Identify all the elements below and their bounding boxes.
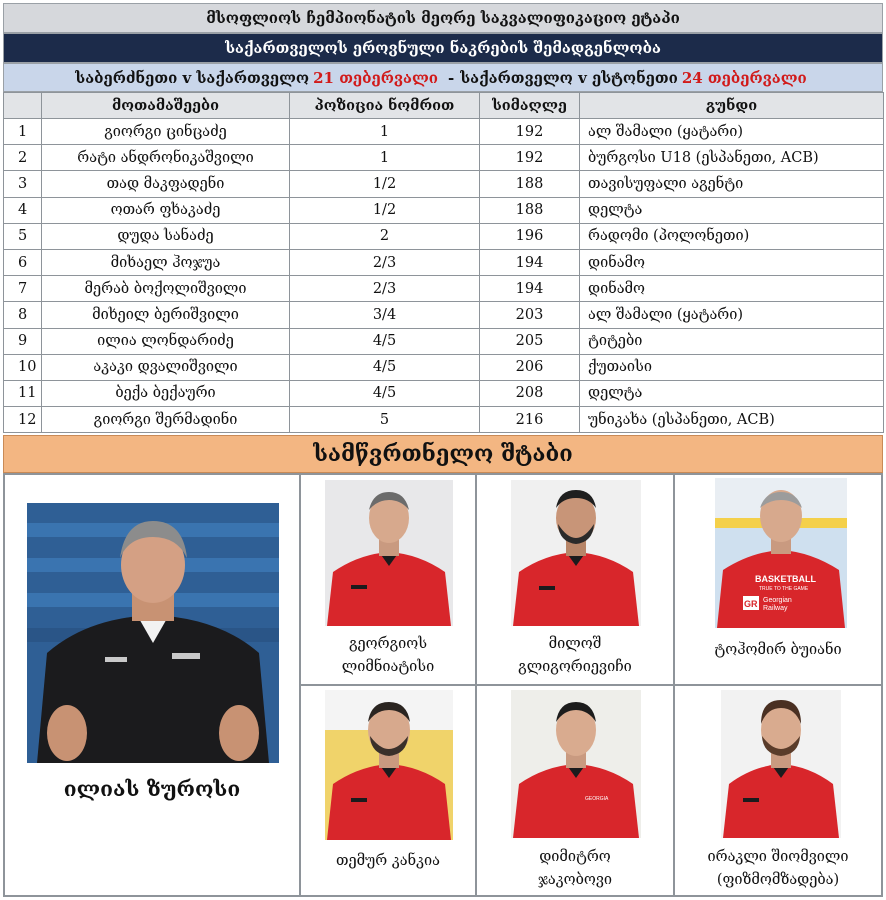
column-header-height: სიმაღლე bbox=[480, 93, 580, 119]
column-header-position: პოზიცია ნომრით bbox=[290, 93, 480, 119]
player-height: 205 bbox=[480, 328, 580, 354]
player-height: 188 bbox=[480, 171, 580, 197]
player-height: 192 bbox=[480, 119, 580, 145]
staff-card-6 bbox=[674, 685, 882, 896]
staff-name-6a: ირაკლი შიომვილი bbox=[707, 849, 849, 865]
table-row bbox=[4, 302, 884, 328]
table-row bbox=[4, 407, 884, 433]
player-number: 2 bbox=[4, 145, 42, 171]
shirt-text-slogan: TRUE TO THE GAME bbox=[759, 586, 809, 592]
table-row bbox=[4, 276, 884, 302]
staff-name-1a: გეორგიოს bbox=[348, 636, 427, 652]
player-height: 203 bbox=[480, 302, 580, 328]
table-row bbox=[4, 171, 884, 197]
player-name: მერაბ ბოქოლიშვილი bbox=[42, 276, 290, 302]
player-height: 188 bbox=[480, 197, 580, 223]
player-number: 3 bbox=[4, 171, 42, 197]
shirt-text-sponsor-2: Railway bbox=[763, 605, 788, 612]
table-row bbox=[4, 328, 884, 354]
player-name: გიორგი ცინცაძე bbox=[42, 119, 290, 145]
player-height: 206 bbox=[480, 354, 580, 380]
column-header-players: მოთამაშეები bbox=[42, 93, 290, 119]
document-subtitle bbox=[3, 33, 883, 63]
match-1-date: 21 თებერვალი bbox=[313, 68, 438, 87]
roster-header-row bbox=[4, 93, 884, 119]
table-row bbox=[4, 145, 884, 171]
column-header-team: გუნდი bbox=[580, 93, 884, 119]
player-team: დინამო bbox=[580, 249, 884, 275]
player-number: 5 bbox=[4, 223, 42, 249]
player-number: 9 bbox=[4, 328, 42, 354]
shirt-text-brand: GEORGIA bbox=[585, 796, 609, 802]
player-number: 12 bbox=[4, 407, 42, 433]
player-team: ალ შამალი (ყატარი) bbox=[580, 302, 884, 328]
player-height: 194 bbox=[480, 249, 580, 275]
player-team: დელტა bbox=[580, 380, 884, 406]
staff-name-2b: გლიგორიევიჩი bbox=[518, 659, 632, 675]
document-title bbox=[3, 3, 883, 33]
table-row bbox=[4, 197, 884, 223]
roster-table bbox=[3, 92, 884, 433]
staff-card-2 bbox=[476, 474, 674, 685]
player-height: 196 bbox=[480, 223, 580, 249]
player-position: 5 bbox=[290, 407, 480, 433]
staff-card-4 bbox=[300, 685, 476, 896]
staff-name-6b: (ფიზმომზადება) bbox=[716, 872, 840, 888]
staff-card-1 bbox=[300, 474, 476, 685]
player-number: 10 bbox=[4, 354, 42, 380]
player-name: დუდა სანაძე bbox=[42, 223, 290, 249]
player-name: ილია ლონდარიძე bbox=[42, 328, 290, 354]
player-number: 4 bbox=[4, 197, 42, 223]
player-name: რატი ანდრონიკაშვილი bbox=[42, 145, 290, 171]
coaching-staff-banner bbox=[3, 435, 883, 473]
player-number: 6 bbox=[4, 249, 42, 275]
head-coach-card bbox=[4, 474, 300, 896]
document-title-text: მსოფლიოს ჩემპიონატის მეორე საკვალიფიკაციო ეტაპი bbox=[206, 9, 680, 27]
player-team: რადომი (პოლონეთი) bbox=[580, 223, 884, 249]
table-row bbox=[4, 223, 884, 249]
staff-photo-1 bbox=[325, 480, 453, 626]
staff-name-5a: დიმიტრო bbox=[539, 849, 611, 865]
staff-name-5b: ჯაკობოვი bbox=[537, 872, 613, 888]
staff-photo-4 bbox=[325, 690, 453, 840]
table-row bbox=[4, 380, 884, 406]
player-team: ალ შამალი (ყატარი) bbox=[580, 119, 884, 145]
head-coach-name: ილიას ზუროსი bbox=[63, 776, 241, 801]
player-team: ტიტები bbox=[580, 328, 884, 354]
coaching-staff-grid bbox=[3, 473, 883, 897]
table-row bbox=[4, 354, 884, 380]
staff-name-1b: ლიმნიატისი bbox=[341, 659, 435, 675]
player-position: 4/5 bbox=[290, 328, 480, 354]
player-height: 208 bbox=[480, 380, 580, 406]
player-name: მიხეილ ბერიშვილი bbox=[42, 302, 290, 328]
player-height: 192 bbox=[480, 145, 580, 171]
staff-name-4a: თემურ კანკია bbox=[336, 853, 440, 869]
coaching-staff-title: სამწვრთნელო შტაბი bbox=[313, 441, 573, 467]
match-2-teams: საქართველო v ესტონეთი bbox=[460, 68, 678, 87]
player-number: 1 bbox=[4, 119, 42, 145]
shirt-text-basketball: BASKETBALL bbox=[755, 574, 816, 584]
staff-photo-6 bbox=[721, 690, 841, 838]
match-1-teams: საბერძნეთი v საქართველო bbox=[75, 68, 310, 87]
staff-name-3a: ტოჰომირ ბუიანი bbox=[714, 642, 842, 658]
player-team: დინამო bbox=[580, 276, 884, 302]
staff-photo-3 bbox=[715, 478, 847, 628]
player-position: 2/3 bbox=[290, 276, 480, 302]
staff-photo-2 bbox=[511, 480, 641, 626]
shirt-text-sponsor-1: Georgian bbox=[763, 597, 792, 604]
player-name: ოთარ ფხაკაძე bbox=[42, 197, 290, 223]
table-row bbox=[4, 249, 884, 275]
column-header-number bbox=[4, 93, 42, 119]
player-position: 1 bbox=[290, 145, 480, 171]
player-number: 11 bbox=[4, 380, 42, 406]
staff-card-3 bbox=[674, 474, 882, 685]
table-row bbox=[4, 119, 884, 145]
document-subtitle-text: საქართველოს ეროვნული ნაკრების შემადგენლობა bbox=[225, 39, 661, 57]
player-name: ბექა ბექაური bbox=[42, 380, 290, 406]
player-team: უნიკახა (ესპანეთი, ACB) bbox=[580, 407, 884, 433]
player-number: 8 bbox=[4, 302, 42, 328]
match-schedule bbox=[3, 63, 883, 92]
shirt-text-sponsor-logo: GR bbox=[744, 599, 758, 609]
player-name: აკაკი დვალიშვილი bbox=[42, 354, 290, 380]
player-number: 7 bbox=[4, 276, 42, 302]
player-height: 194 bbox=[480, 276, 580, 302]
player-position: 1/2 bbox=[290, 197, 480, 223]
player-team: დელტა bbox=[580, 197, 884, 223]
match-2-date: 24 თებერვალი bbox=[681, 68, 807, 87]
player-name: მიხაელ ჰოჯუა bbox=[42, 249, 290, 275]
staff-name-2a: მილოშ bbox=[548, 636, 602, 652]
player-position: 3/4 bbox=[290, 302, 480, 328]
player-position: 1/2 bbox=[290, 171, 480, 197]
player-team: თავისუფალი აგენტი bbox=[580, 171, 884, 197]
player-position: 2/3 bbox=[290, 249, 480, 275]
staff-photo-5 bbox=[511, 690, 641, 838]
player-position: 1 bbox=[290, 119, 480, 145]
player-name: გიორგი შერმადინი bbox=[42, 407, 290, 433]
roster-body bbox=[4, 119, 884, 433]
match-separator: - bbox=[447, 68, 455, 87]
player-team: ქუთაისი bbox=[580, 354, 884, 380]
player-position: 4/5 bbox=[290, 354, 480, 380]
player-name: თად მაკფადენი bbox=[42, 171, 290, 197]
staff-card-5 bbox=[476, 685, 674, 896]
player-position: 2 bbox=[290, 223, 480, 249]
player-position: 4/5 bbox=[290, 380, 480, 406]
player-team: ბურგოსი U18 (ესპანეთი, ACB) bbox=[580, 145, 884, 171]
player-height: 216 bbox=[480, 407, 580, 433]
head-coach-photo bbox=[27, 503, 279, 763]
